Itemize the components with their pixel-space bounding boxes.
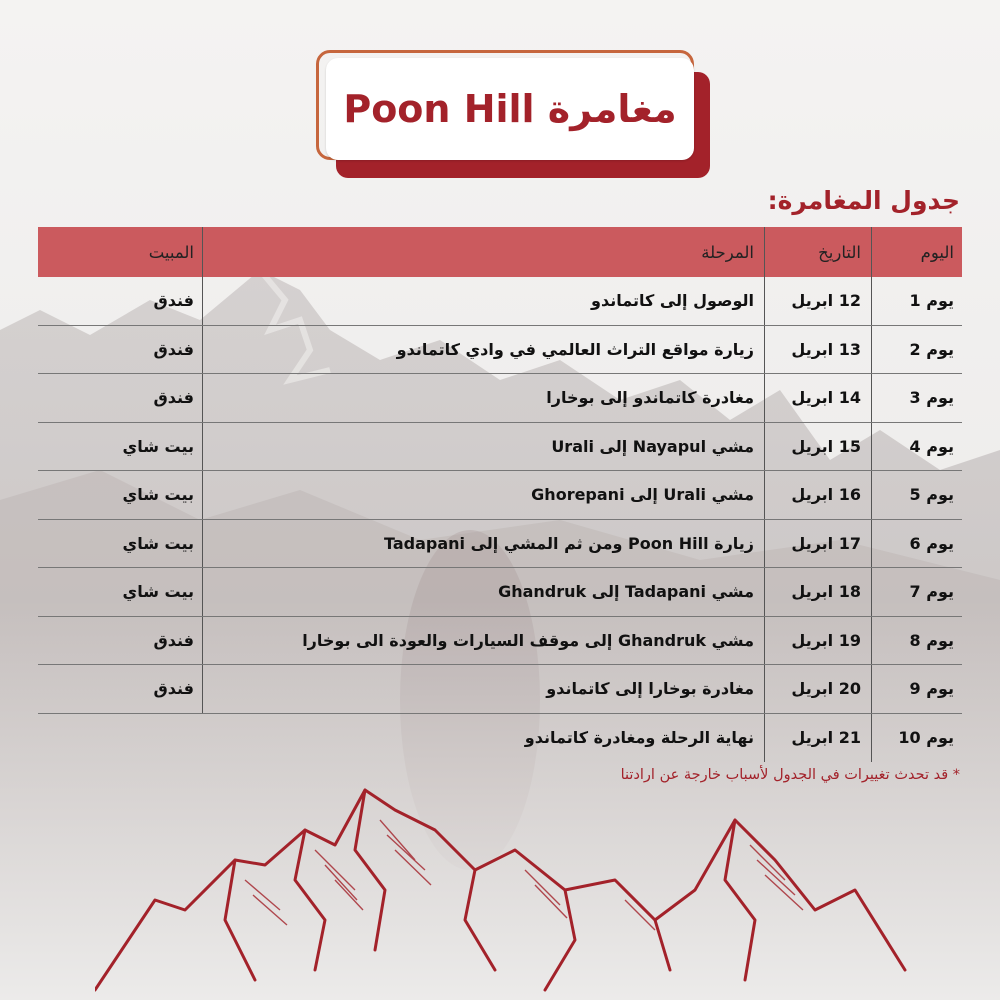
header-stay: المبيت <box>148 242 194 262</box>
table-row <box>38 423 962 472</box>
cell-day: يوم 1 <box>871 277 962 325</box>
cell-date: 15 ابريل <box>764 423 871 471</box>
mountain-sketch-illustration <box>95 770 915 1000</box>
header-date: التاريخ <box>764 227 871 277</box>
cell-stay: فندق <box>153 388 194 408</box>
cell-day: يوم 10 <box>871 714 962 763</box>
header-stage: المرحلة <box>202 227 764 277</box>
cell-stage: نهاية الرحلة ومغادرة كاتماندو <box>524 728 754 748</box>
cell-stay: فندق <box>153 679 194 699</box>
cell-stage: مغادرة بوخارا إلى كاتماندو <box>202 665 764 713</box>
cell-date: 16 ابريل <box>764 471 871 519</box>
cell-day: يوم 7 <box>871 568 962 616</box>
cell-day: يوم 5 <box>871 471 962 519</box>
cell-date: 18 ابريل <box>764 568 871 616</box>
page-title: مغامرة Poon Hill <box>343 87 677 131</box>
cell-day: يوم 4 <box>871 423 962 471</box>
cell-stay: فندق <box>153 291 194 311</box>
cell-stay: بيت شاي <box>122 485 194 505</box>
table-row <box>38 568 962 617</box>
cell-stage: زيارة Poon Hill ومن ثم المشي إلى Tadapani <box>202 520 764 568</box>
cell-stage: مشي Urali إلى Ghorepani <box>202 471 764 519</box>
cell-stage: مغادرة كاتماندو إلى بوخارا <box>202 374 764 422</box>
cell-day: يوم 6 <box>871 520 962 568</box>
cell-day: يوم 3 <box>871 374 962 422</box>
cell-stay: بيت شاي <box>122 436 194 456</box>
cell-stay: فندق <box>153 630 194 650</box>
cell-date: 17 ابريل <box>764 520 871 568</box>
cell-stay: بيت شاي <box>122 533 194 553</box>
cell-date: 13 ابريل <box>764 326 871 374</box>
table-row <box>38 374 962 423</box>
table-row <box>38 665 962 714</box>
table-row <box>38 520 962 569</box>
cell-stage: مشي Tadapani إلى Ghandruk <box>202 568 764 616</box>
cell-date: 20 ابريل <box>764 665 871 713</box>
title-box <box>326 58 694 160</box>
table-row <box>38 277 962 326</box>
cell-stage: زيارة مواقع التراث العالمي في وادي كاتماندو <box>202 326 764 374</box>
schedule-heading: جدول المغامرة: <box>767 186 960 215</box>
cell-date: 12 ابريل <box>764 277 871 325</box>
cell-day: يوم 9 <box>871 665 962 713</box>
cell-stay: بيت شاي <box>122 582 194 602</box>
title-banner <box>316 50 716 180</box>
table-row <box>38 714 962 763</box>
table-header-row <box>38 227 962 277</box>
cell-date: 14 ابريل <box>764 374 871 422</box>
cell-stage: مشي Nayapul إلى Urali <box>202 423 764 471</box>
cell-stay <box>38 714 202 763</box>
schedule-table <box>38 227 962 762</box>
cell-date: 21 ابريل <box>764 714 871 763</box>
table-row <box>38 326 962 375</box>
table-row <box>38 471 962 520</box>
cell-stage: الوصول إلى كاتماندو <box>202 277 764 325</box>
disclaimer-note: * قد تحدث تغييرات في الجدول لأسباب خارجة عن ارادتنا <box>620 767 960 783</box>
cell-date: 19 ابريل <box>764 617 871 665</box>
table-row <box>38 617 962 666</box>
cell-stage: مشي Ghandruk إلى موقف السيارات والعودة الى بوخارا <box>202 617 764 665</box>
cell-day: يوم 2 <box>871 326 962 374</box>
cell-day: يوم 8 <box>871 617 962 665</box>
cell-stay: فندق <box>153 339 194 359</box>
header-day: اليوم <box>871 227 962 277</box>
